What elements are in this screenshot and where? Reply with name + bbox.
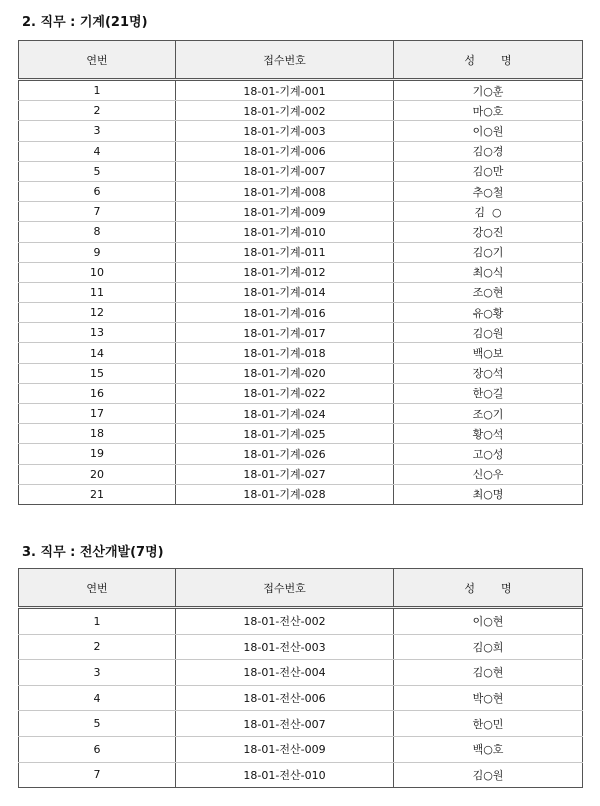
receipt-number: 18-01-기계-025 [176, 424, 394, 444]
header-name [394, 41, 583, 80]
row-number: 1 [19, 80, 176, 101]
applicant-name: 최○명 [394, 484, 583, 504]
receipt-number: 18-01-전산-010 [176, 762, 394, 788]
table-row [19, 464, 583, 484]
table-row [19, 484, 583, 504]
table-row [19, 363, 583, 383]
row-number: 3 [19, 121, 176, 141]
applicant-name: 이○원 [394, 121, 583, 141]
table-row [19, 323, 583, 343]
header-no: 연번 [19, 569, 176, 608]
table-row [19, 80, 583, 101]
section-title-it-dev: 3. 직무 : 전산개발(7명) [22, 545, 164, 560]
row-number: 4 [19, 141, 176, 161]
row-number: 14 [19, 343, 176, 363]
table-row [19, 181, 583, 201]
header-name-a: 성 [464, 53, 475, 67]
receipt-number: 18-01-전산-007 [176, 711, 394, 737]
row-number: 9 [19, 242, 176, 262]
row-number: 12 [19, 303, 176, 323]
receipt-number: 18-01-기계-016 [176, 303, 394, 323]
row-number: 18 [19, 424, 176, 444]
table-row [19, 202, 583, 222]
row-number: 3 [19, 660, 176, 686]
table-row [19, 608, 583, 635]
receipt-number: 18-01-기계-027 [176, 464, 394, 484]
it-dev-roster-table [18, 568, 583, 788]
applicant-name: 김 ○ [394, 202, 583, 222]
row-number: 6 [19, 181, 176, 201]
receipt-number: 18-01-기계-024 [176, 404, 394, 424]
receipt-number: 18-01-기계-009 [176, 202, 394, 222]
table-row [19, 444, 583, 464]
receipt-number: 18-01-기계-028 [176, 484, 394, 504]
applicant-name: 박○현 [394, 685, 583, 711]
row-number: 17 [19, 404, 176, 424]
applicant-name: 조○현 [394, 282, 583, 302]
row-number: 8 [19, 222, 176, 242]
table-row [19, 222, 583, 242]
table-row [19, 762, 583, 788]
applicant-name: 고○성 [394, 444, 583, 464]
row-number: 5 [19, 161, 176, 181]
receipt-number: 18-01-기계-001 [176, 80, 394, 101]
receipt-number: 18-01-전산-009 [176, 736, 394, 762]
table-row [19, 711, 583, 737]
row-number: 5 [19, 711, 176, 737]
applicant-name: 강○진 [394, 222, 583, 242]
applicant-name: 김○원 [394, 762, 583, 788]
table-row [19, 343, 583, 363]
row-number: 1 [19, 608, 176, 635]
table-row [19, 141, 583, 161]
receipt-number: 18-01-기계-006 [176, 141, 394, 161]
header-name-a: 성 [464, 581, 475, 595]
mechanical-roster-table [18, 40, 583, 505]
applicant-name: 김○경 [394, 141, 583, 161]
applicant-name: 백○호 [394, 736, 583, 762]
receipt-number: 18-01-기계-010 [176, 222, 394, 242]
applicant-name: 신○우 [394, 464, 583, 484]
receipt-number: 18-01-기계-014 [176, 282, 394, 302]
row-number: 2 [19, 634, 176, 660]
receipt-number: 18-01-기계-012 [176, 262, 394, 282]
header-name-b: 명 [501, 53, 512, 67]
table-row [19, 242, 583, 262]
receipt-number: 18-01-기계-020 [176, 363, 394, 383]
applicant-name: 백○보 [394, 343, 583, 363]
header-no: 연번 [19, 41, 176, 80]
header-receipt: 접수번호 [176, 569, 394, 608]
row-number: 4 [19, 685, 176, 711]
table-row [19, 282, 583, 302]
row-number: 10 [19, 262, 176, 282]
receipt-number: 18-01-기계-018 [176, 343, 394, 363]
header-name [394, 569, 583, 608]
section-title-mechanical: 2. 직무 : 기계(21명) [22, 15, 148, 30]
table-row [19, 736, 583, 762]
table-header-row [19, 569, 583, 608]
applicant-name: 황○석 [394, 424, 583, 444]
row-number: 7 [19, 762, 176, 788]
receipt-number: 18-01-기계-008 [176, 181, 394, 201]
table-row [19, 121, 583, 141]
table-row [19, 404, 583, 424]
applicant-name: 조○기 [394, 404, 583, 424]
header-name-b: 명 [501, 581, 512, 595]
applicant-name: 김○현 [394, 660, 583, 686]
row-number: 2 [19, 101, 176, 121]
applicant-name: 김○기 [394, 242, 583, 262]
table-row [19, 101, 583, 121]
row-number: 13 [19, 323, 176, 343]
table-row [19, 383, 583, 403]
applicant-name: 최○식 [394, 262, 583, 282]
table-row [19, 660, 583, 686]
applicant-name: 유○황 [394, 303, 583, 323]
applicant-name: 한○민 [394, 711, 583, 737]
applicant-name: 이○현 [394, 608, 583, 635]
receipt-number: 18-01-기계-003 [176, 121, 394, 141]
receipt-number: 18-01-기계-017 [176, 323, 394, 343]
receipt-number: 18-01-기계-011 [176, 242, 394, 262]
applicant-name: 한○길 [394, 383, 583, 403]
receipt-number: 18-01-전산-006 [176, 685, 394, 711]
row-number: 11 [19, 282, 176, 302]
table-row [19, 262, 583, 282]
receipt-number: 18-01-기계-026 [176, 444, 394, 464]
row-number: 21 [19, 484, 176, 504]
table-row [19, 634, 583, 660]
table-row [19, 303, 583, 323]
row-number: 19 [19, 444, 176, 464]
applicant-name: 김○희 [394, 634, 583, 660]
row-number: 6 [19, 736, 176, 762]
table-row [19, 685, 583, 711]
receipt-number: 18-01-기계-002 [176, 101, 394, 121]
applicant-name: 김○원 [394, 323, 583, 343]
receipt-number: 18-01-기계-022 [176, 383, 394, 403]
table-row [19, 161, 583, 181]
applicant-name: 마○호 [394, 101, 583, 121]
row-number: 15 [19, 363, 176, 383]
row-number: 20 [19, 464, 176, 484]
row-number: 7 [19, 202, 176, 222]
applicant-name: 기○훈 [394, 80, 583, 101]
receipt-number: 18-01-전산-004 [176, 660, 394, 686]
receipt-number: 18-01-기계-007 [176, 161, 394, 181]
row-number: 16 [19, 383, 176, 403]
header-receipt: 접수번호 [176, 41, 394, 80]
applicant-name: 김○만 [394, 161, 583, 181]
table-row [19, 424, 583, 444]
receipt-number: 18-01-전산-003 [176, 634, 394, 660]
receipt-number: 18-01-전산-002 [176, 608, 394, 635]
applicant-name: 추○철 [394, 181, 583, 201]
applicant-name: 장○석 [394, 363, 583, 383]
table-header-row [19, 41, 583, 80]
